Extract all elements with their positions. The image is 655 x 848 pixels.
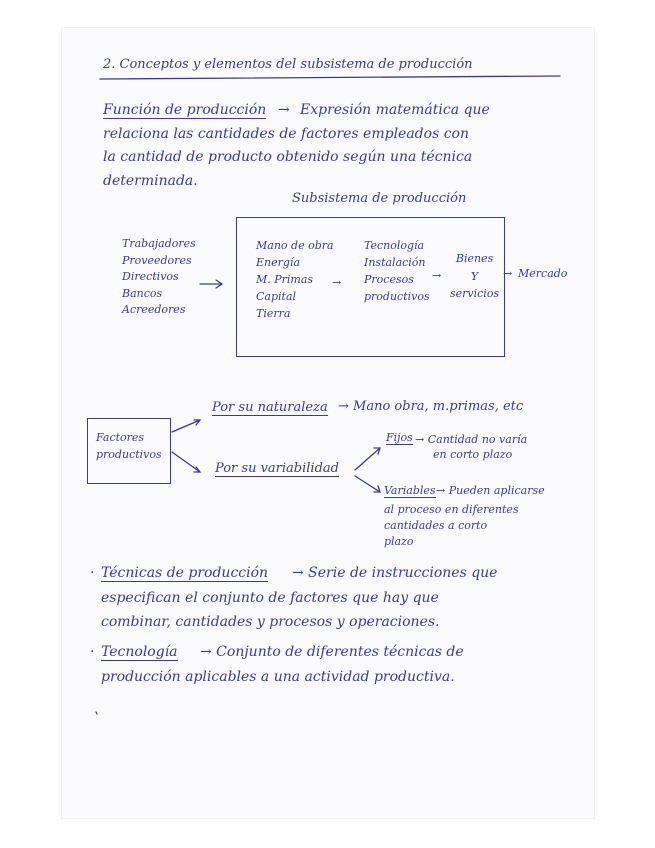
section-heading: 2. Conceptos y elementos del subsistema de producción: [103, 57, 473, 72]
funcion-line-1: Expresión matemática que: [300, 102, 490, 118]
factor-item: Energía: [256, 256, 300, 270]
diagram-title: Subsistema de producción: [292, 191, 467, 206]
funcion-line-3: la cantidad de producto obtenido según una técnica: [103, 149, 473, 165]
por-su-variabilidad: Por su variabilidad: [215, 461, 339, 476]
input-item: Acreedores: [122, 303, 186, 316]
process-list: [364, 237, 430, 305]
term-tecnicas-produccion: Técnicas de producción: [101, 565, 269, 581]
factor-item: Capital: [256, 290, 297, 304]
tecnicas-line-3: combinar, cantidades y procesos y operaciones.: [101, 614, 440, 630]
outputs-list: [450, 250, 499, 303]
term-tecnologia: Tecnología: [101, 644, 178, 660]
naturaleza-desc: → Mano obra, m.primas, etc: [338, 399, 524, 414]
output-item: Bienes: [455, 252, 494, 265]
tecnicas-line-2: especifican el conjunto de factores que hay que: [101, 590, 439, 606]
variables-desc-line: al proceso en diferentes: [384, 503, 519, 516]
fijos-label: Fijos: [386, 431, 413, 444]
bullet: ·: [90, 565, 95, 581]
factor-item: M. Primas: [256, 273, 314, 287]
por-su-naturaleza: Por su naturaleza: [212, 400, 328, 415]
market-label: Mercado: [518, 267, 568, 280]
fijos-desc-line: → Cantidad no varía: [415, 433, 528, 446]
variables-desc-line: cantidades a corto: [384, 518, 488, 532]
process-item: productivos: [364, 290, 430, 304]
factor-item: Mano de obra: [256, 239, 334, 252]
output-item: Y: [470, 269, 479, 283]
variables-desc-1: → Pueden aplicarse: [436, 484, 545, 497]
term-funcion-produccion: Función de producción: [103, 102, 267, 118]
input-item: Directivos: [122, 270, 179, 283]
bullet: ·: [90, 644, 95, 660]
output-to-market-arrow: →: [503, 267, 513, 280]
variables-desc: [384, 502, 519, 550]
tecnologia-line-2: producción aplicables a una actividad productiva.: [101, 669, 455, 685]
output-item: servicios: [450, 287, 500, 301]
factores-label-line: Factores: [96, 431, 145, 444]
process-to-output-arrow: →: [432, 269, 442, 282]
input-item: Proveedores: [122, 253, 192, 267]
fijos-desc-line: en corto plazo: [433, 448, 513, 462]
factors-list: [256, 237, 334, 322]
funcion-line-2: relaciona las cantidades de factores empleados con: [103, 126, 469, 142]
funcion-line-4: determinada.: [103, 173, 198, 189]
variables-label: Variables: [384, 484, 436, 497]
factores-box-label: [96, 430, 162, 463]
process-item: Tecnología: [364, 239, 425, 252]
inputs-list: [122, 236, 196, 319]
factors-to-process-arrow: →: [332, 276, 342, 289]
input-item: Bancos: [122, 286, 163, 300]
tecnologia-line-1: → Conjunto de diferentes técnicas de: [200, 644, 464, 660]
funcion-arrow: →: [278, 102, 290, 118]
factor-item: Tierra: [256, 307, 291, 321]
fijos-desc: [415, 432, 527, 463]
variables-desc-line: plazo: [384, 534, 414, 548]
process-item: Procesos: [364, 273, 414, 287]
tecnicas-line-1: → Serie de instrucciones que: [292, 565, 498, 581]
factores-label-line: productivos: [96, 447, 162, 461]
process-item: Instalación: [364, 256, 426, 270]
input-item: Trabajadores: [122, 237, 196, 250]
